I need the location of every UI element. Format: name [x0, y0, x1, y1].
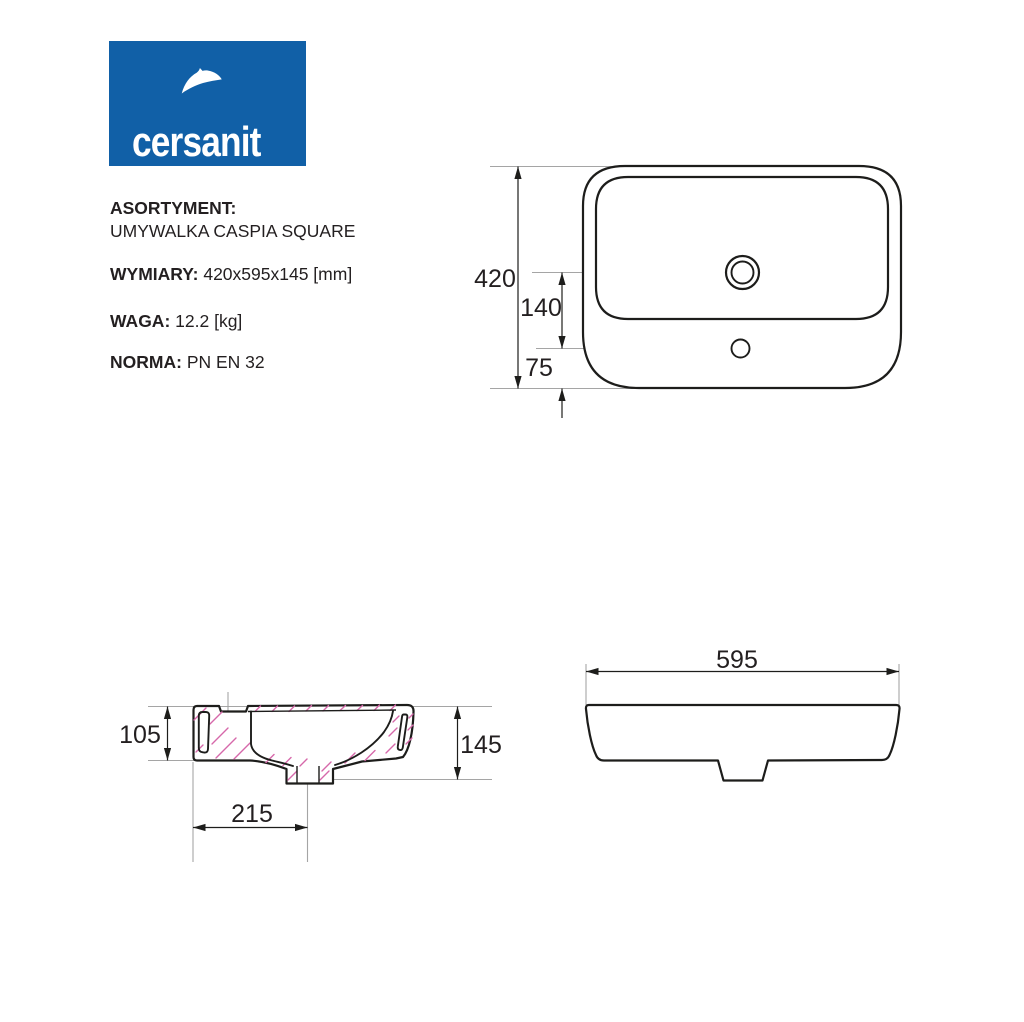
assortment-row: [110, 197, 355, 243]
dim-label-total-height: 145: [460, 731, 502, 759]
cersanit-logo: [109, 41, 306, 166]
section-view-drawing: [90, 640, 520, 870]
norm-label: NORMA:: [110, 352, 182, 372]
norm-value: PN EN 32: [186, 352, 265, 372]
top-view-drawing: [460, 140, 930, 430]
dim-label-tap-to-overflow: 140: [520, 294, 562, 322]
basin-bowl-rim: [596, 177, 888, 319]
norm-row: [110, 351, 265, 374]
section-profile: [194, 705, 414, 784]
dimensions-row: [110, 263, 352, 286]
assortment-value: UMYWALKA CASPIA SQUARE: [110, 221, 356, 241]
weight-row: [110, 310, 242, 333]
assortment-label: ASORTYMENT:: [110, 198, 237, 218]
dim-label-overflow-to-edge: 75: [525, 354, 553, 382]
front-view-drawing: [565, 640, 910, 800]
dim-label-drain-offset: 215: [231, 800, 273, 828]
dolphin-icon: [181, 68, 223, 95]
brand-name: cersanit: [132, 118, 261, 165]
front-profile: [586, 705, 900, 781]
dim-label-width: 595: [716, 646, 758, 674]
dimensions-label: WYMIARY:: [110, 264, 199, 284]
dimensions-value: 420x595x145 [mm]: [203, 264, 353, 284]
dim-label-rear-height: 105: [119, 721, 161, 749]
dim-label-depth: 420: [474, 265, 516, 293]
weight-value: 12.2 [kg]: [175, 311, 243, 331]
weight-label: WAGA:: [110, 311, 171, 331]
